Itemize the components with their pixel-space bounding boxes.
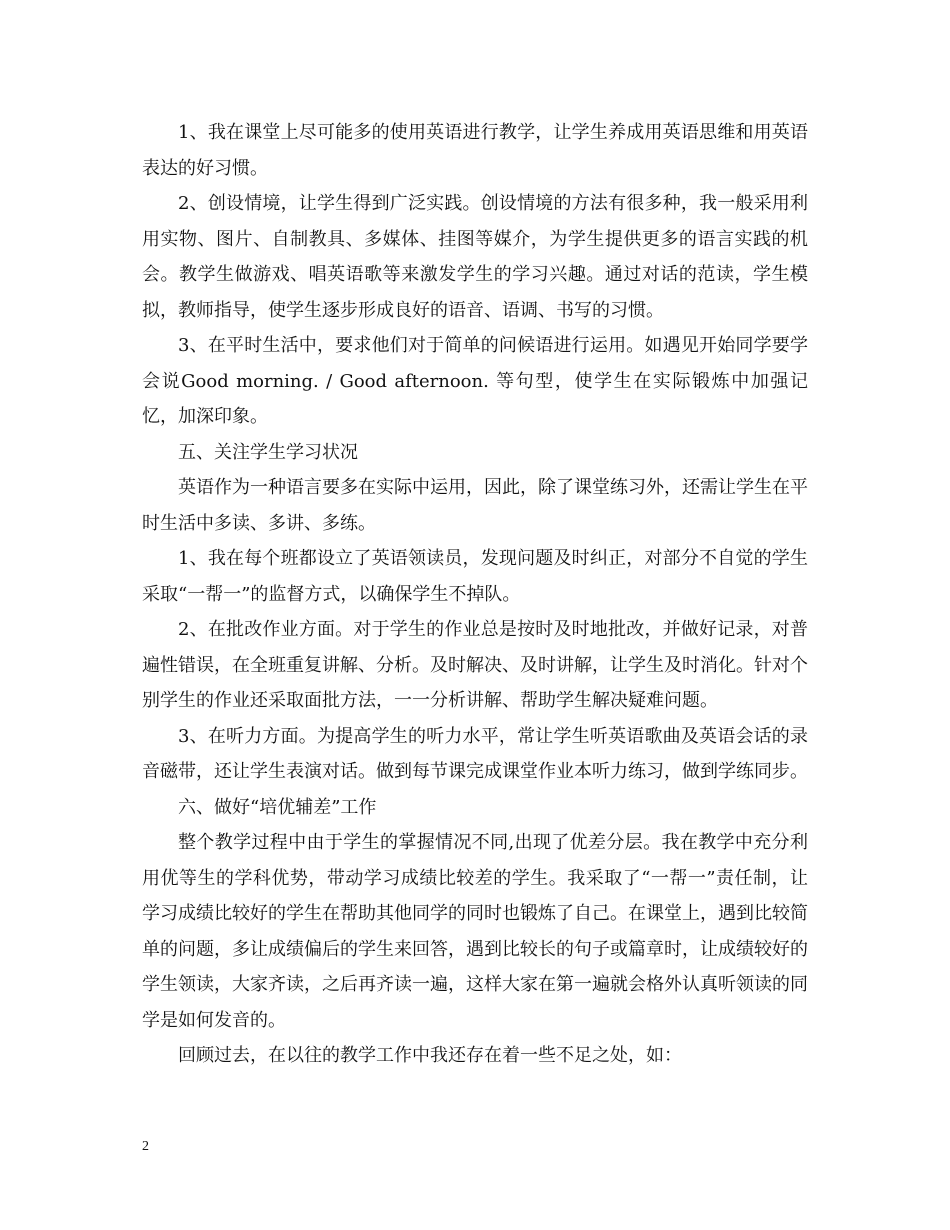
paragraph-7: 3、在听力方面。为提高学生的听力水平，常让学生听英语歌曲及英语会话的录音磁带，还让学生表演对话。做到每节课完成课堂作业本听力练习，做到学练同步。 [142, 725, 808, 782]
page-number: 2 [142, 1139, 149, 1154]
paragraph-8: 整个教学过程中由于学生的掌握情况不同,出现了优差分层。我在教学中充分利用优等生的学科优势，带动学习成绩比较差的学生。我采取了“一帮一”责任制，让学习成绩比较好的学生在帮助其他同学的同时也锻炼了自己。在课堂上，遇到比较简单的问题，多让成绩偏后的学生来回答，遇到比较长的句子或篇章时，让成绩较好的学生领读，大家齐读，之后再齐读一遍，这样大家在第一遍就会格外认真听领读的同学是如何发音的。 [142, 832, 808, 1031]
document-body [142, 115, 808, 1074]
paragraph-3: 3、在平时生活中，要求他们对于简单的问候语进行运用。如遇见开始同学要学会说Good morning. / Good afternoon. 等句型，使学生在实际锻炼中加强记忆，加深印象。 [142, 335, 808, 427]
section-heading-6: 六、做好“培优辅差”工作 [178, 796, 377, 818]
paragraph-5: 1、我在每个班都设立了英语领读员，发现问题及时纠正，对部分不自觉的学生采取“一帮一”的监督方式，以确保学生不掉队。 [142, 548, 808, 605]
paragraph-6: 2、在批改作业方面。对于学生的作业总是按时及时地批改，并做好记录，对普遍性错误，在全班重复讲解、分析。及时解决、及时讲解，让学生及时消化。针对个别学生的作业还采取面批方法，一一分析讲解、帮助学生解决疑难问题。 [142, 619, 808, 711]
paragraph-9: 回顾过去，在以往的教学工作中我还存在着一些不足之处，如： [178, 1045, 682, 1066]
section-heading-5: 五、关注学生学习状况 [178, 441, 358, 463]
paragraph-1: 1、我在课堂上尽可能多的使用英语进行教学，让学生养成用英语思维和用英语表达的好习惯。 [142, 122, 808, 179]
paragraph-4: 英语作为一种语言要多在实际中运用，因此，除了课堂练习外，还需让学生在平时生活中多读、多讲、多练。 [142, 477, 808, 534]
paragraph-2: 2、创设情境，让学生得到广泛实践。创设情境的方法有很多种，我一般采用利用实物、图片、自制教具、多媒体、挂图等媒介，为学生提供更多的语言实践的机会。教学生做游戏、唱英语歌等来激发学生的学习兴趣。通过对话的范读，学生模拟，教师指导，使学生逐步形成良好的语音、语调、书写的习惯。 [142, 193, 808, 321]
